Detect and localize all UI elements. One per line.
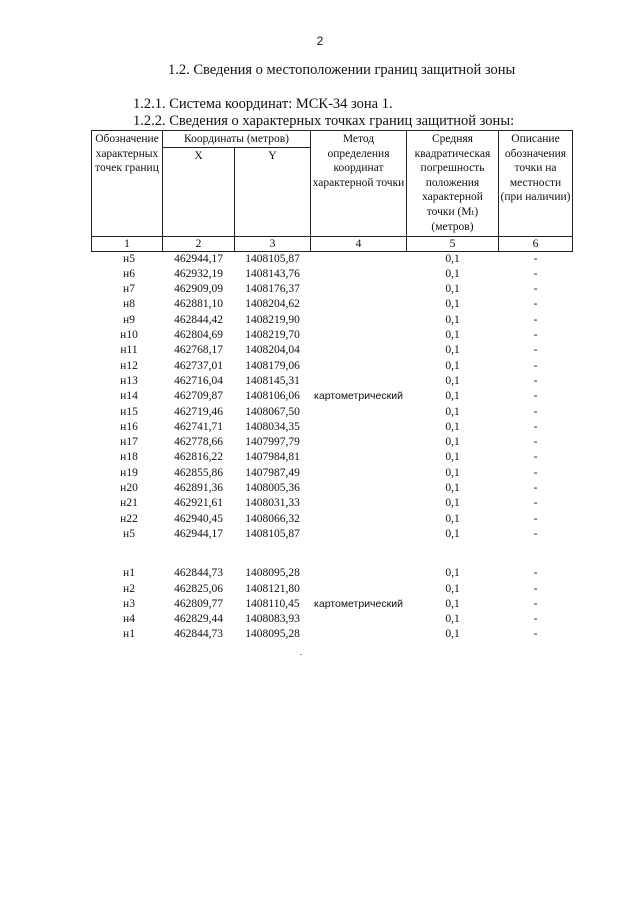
error-cell: 0,1 <box>445 613 460 626</box>
x-coordinate-cell: 462891,36 <box>174 482 223 495</box>
coordinate-system-line: 1.2.1. Система координат: МСК-34 зона 1. <box>133 96 393 112</box>
group-spacer <box>92 542 573 566</box>
y-coordinate-cell: 1408176,37 <box>245 283 300 296</box>
table-row <box>92 450 573 465</box>
table-row <box>92 389 573 404</box>
method-cell <box>311 251 407 267</box>
method-cell <box>311 359 407 374</box>
error-cell: 0,1 <box>445 436 460 449</box>
error-cell: 0,1 <box>445 298 460 311</box>
x-coordinate-cell: 462737,01 <box>174 359 223 372</box>
description-cell: - <box>533 252 538 265</box>
table-row <box>92 481 573 496</box>
y-coordinate-cell: 1408106,06 <box>245 390 300 403</box>
x-coordinate-cell: 462855,86 <box>174 466 223 479</box>
y-coordinate-cell: 1408121,80 <box>245 582 300 595</box>
header-y: Y <box>235 147 311 236</box>
point-id-cell: н11 <box>120 344 138 357</box>
x-coordinate-cell: 462768,17 <box>174 344 223 357</box>
method-cell: картометрический <box>314 390 403 403</box>
error-cell: 0,1 <box>445 527 460 540</box>
point-id-cell: н22 <box>120 512 138 525</box>
method-cell <box>311 405 407 420</box>
point-id-cell: н19 <box>120 466 138 479</box>
table-row <box>92 313 573 328</box>
description-cell: - <box>533 436 538 449</box>
error-cell: 0,1 <box>445 597 460 610</box>
x-coordinate-cell: 462709,87 <box>174 390 223 403</box>
error-cell: 0,1 <box>445 390 460 403</box>
description-cell: - <box>533 390 538 403</box>
table-row <box>92 597 573 612</box>
error-cell: 0,1 <box>445 420 460 433</box>
x-coordinate-cell: 462844,42 <box>174 313 223 326</box>
error-cell: 0,1 <box>445 374 460 387</box>
table-row <box>92 420 573 435</box>
y-coordinate-cell: 1408034,35 <box>245 420 300 433</box>
x-coordinate-cell: 462809,77 <box>174 597 223 610</box>
description-cell: - <box>533 267 538 280</box>
point-id-cell: н9 <box>123 313 135 326</box>
method-cell <box>311 435 407 450</box>
error-cell: 0,1 <box>445 512 460 525</box>
column-number: 4 <box>311 236 407 251</box>
y-coordinate-cell: 1408219,90 <box>245 313 300 326</box>
table-row <box>92 527 573 542</box>
error-cell: 0,1 <box>445 482 460 495</box>
method-cell <box>311 582 407 597</box>
y-coordinate-cell: 1408095,28 <box>245 628 300 641</box>
point-id-cell: н3 <box>123 597 135 610</box>
method-cell <box>311 481 407 496</box>
point-id-cell: н2 <box>123 582 135 595</box>
description-cell: - <box>533 374 538 387</box>
y-coordinate-cell: 1408105,87 <box>245 252 300 265</box>
column-numbers-row <box>92 236 573 251</box>
point-id-cell: н12 <box>120 359 138 372</box>
method-cell <box>311 450 407 465</box>
header-method: Метод определения координат характерной точки <box>311 131 407 237</box>
description-cell: - <box>533 344 538 357</box>
coordinates-table <box>91 130 573 643</box>
table-row <box>92 328 573 343</box>
error-cell: 0,1 <box>445 252 460 265</box>
x-coordinate-cell: 462778,66 <box>174 436 223 449</box>
table-row <box>92 627 573 642</box>
point-id-cell: н5 <box>123 252 135 265</box>
error-cell: 0,1 <box>445 283 460 296</box>
description-cell: - <box>533 420 538 433</box>
method-cell <box>311 420 407 435</box>
description-cell: - <box>533 628 538 641</box>
table-row <box>92 466 573 481</box>
method-cell <box>311 512 407 527</box>
x-coordinate-cell: 462932,19 <box>174 267 223 280</box>
error-cell: 0,1 <box>445 567 460 580</box>
table-row <box>92 496 573 511</box>
table-row <box>92 582 573 597</box>
point-id-cell: н5 <box>123 527 135 540</box>
error-cell: 0,1 <box>445 344 460 357</box>
x-coordinate-cell: 462829,44 <box>174 613 223 626</box>
scan-speck <box>300 654 302 655</box>
x-coordinate-cell: 462921,61 <box>174 497 223 510</box>
y-coordinate-cell: 1408143,76 <box>245 267 300 280</box>
error-cell: 0,1 <box>445 267 460 280</box>
column-number: 5 <box>407 236 499 251</box>
description-cell: - <box>533 283 538 296</box>
description-cell: - <box>533 527 538 540</box>
description-cell: - <box>533 329 538 342</box>
x-coordinate-cell: 462940,45 <box>174 512 223 525</box>
y-coordinate-cell: 1408179,06 <box>245 359 300 372</box>
point-id-cell: н6 <box>123 267 135 280</box>
point-id-cell: н7 <box>123 283 135 296</box>
y-coordinate-cell: 1408005,36 <box>245 482 300 495</box>
error-cell: 0,1 <box>445 628 460 641</box>
description-cell: - <box>533 313 538 326</box>
point-id-cell: н20 <box>120 482 138 495</box>
point-id-cell: н13 <box>120 374 138 387</box>
y-coordinate-cell: 1408105,87 <box>245 527 300 540</box>
description-cell: - <box>533 582 538 595</box>
x-coordinate-cell: 462881,10 <box>174 298 223 311</box>
point-id-cell: н8 <box>123 298 135 311</box>
point-id-cell: н17 <box>120 436 138 449</box>
section-heading: 1.2. Сведения о местоположении границ защитной зоны <box>168 62 516 78</box>
table-row <box>92 612 573 627</box>
error-cell: 0,1 <box>445 313 460 326</box>
y-coordinate-cell: 1408066,32 <box>245 512 300 525</box>
error-cell: 0,1 <box>445 497 460 510</box>
method-cell <box>311 282 407 297</box>
description-cell: - <box>533 597 538 610</box>
x-coordinate-cell: 462844,73 <box>174 628 223 641</box>
error-cell: 0,1 <box>445 359 460 372</box>
table-row <box>92 267 573 282</box>
error-cell: 0,1 <box>445 582 460 595</box>
x-coordinate-cell: 462816,22 <box>174 451 223 464</box>
page-number: 2 <box>316 34 324 48</box>
description-cell: - <box>533 512 538 525</box>
x-coordinate-cell: 462825,06 <box>174 582 223 595</box>
error-cell: 0,1 <box>445 466 460 479</box>
point-id-cell: н10 <box>120 329 138 342</box>
column-number: 2 <box>163 236 235 251</box>
method-cell <box>311 313 407 328</box>
point-id-cell: н1 <box>123 628 135 641</box>
table-row <box>92 374 573 389</box>
description-cell: - <box>533 451 538 464</box>
x-coordinate-cell: 462844,73 <box>174 567 223 580</box>
point-id-cell: н15 <box>120 405 138 418</box>
points-info-line: 1.2.2. Сведения о характерных точках границ защитной зоны: <box>133 113 515 129</box>
table-row <box>92 405 573 420</box>
point-id-cell: н1 <box>123 567 135 580</box>
y-coordinate-cell: 1408204,04 <box>245 344 300 357</box>
x-coordinate-cell: 462944,17 <box>174 527 223 540</box>
table-row <box>92 359 573 374</box>
column-number: 6 <box>499 236 573 251</box>
method-cell <box>311 343 407 358</box>
y-coordinate-cell: 1408031,33 <box>245 497 300 510</box>
y-coordinate-cell: 1408110,45 <box>245 597 300 610</box>
y-coordinate-cell: 1408083,93 <box>245 613 300 626</box>
table-row <box>92 282 573 297</box>
table-row <box>92 435 573 450</box>
method-cell <box>311 267 407 282</box>
x-coordinate-cell: 462716,04 <box>174 374 223 387</box>
description-cell: - <box>533 359 538 372</box>
method-cell <box>311 612 407 627</box>
description-cell: - <box>533 497 538 510</box>
error-cell: 0,1 <box>445 405 460 418</box>
point-id-cell: н14 <box>120 390 138 403</box>
table-row <box>92 566 573 581</box>
description-cell: - <box>533 298 538 311</box>
table-row <box>92 297 573 312</box>
y-coordinate-cell: 1408204,62 <box>245 298 300 311</box>
x-coordinate-cell: 462909,09 <box>174 283 223 296</box>
x-coordinate-cell: 462944,17 <box>174 252 223 265</box>
y-coordinate-cell: 1407997,79 <box>245 436 300 449</box>
y-coordinate-cell: 1408095,28 <box>245 567 300 580</box>
point-id-cell: н16 <box>120 420 138 433</box>
description-cell: - <box>533 482 538 495</box>
description-cell: - <box>533 405 538 418</box>
header-error: Средняя квадратическая погрешность положения характерной точки (Mₜ) (метров) <box>407 131 499 237</box>
header-point-designation: Обозначение характерных точек границ <box>92 131 163 237</box>
description-cell: - <box>533 567 538 580</box>
table-row <box>92 343 573 358</box>
y-coordinate-cell: 1407984,81 <box>245 451 300 464</box>
table-row <box>92 512 573 527</box>
x-coordinate-cell: 462741,71 <box>174 420 223 433</box>
y-coordinate-cell: 1407987,49 <box>245 466 300 479</box>
column-number: 1 <box>92 236 163 251</box>
method-cell <box>311 627 407 642</box>
table-row <box>92 251 573 267</box>
y-coordinate-cell: 1408219,70 <box>245 329 300 342</box>
header-x: X <box>163 147 235 236</box>
point-id-cell: н21 <box>120 497 138 510</box>
method-cell <box>311 466 407 481</box>
error-cell: 0,1 <box>445 329 460 342</box>
y-coordinate-cell: 1408067,50 <box>245 405 300 418</box>
header-coordinates-group: Координаты (метров) <box>163 131 311 148</box>
x-coordinate-cell: 462719,46 <box>174 405 223 418</box>
method-cell: картометрический <box>314 597 403 610</box>
method-cell <box>311 496 407 511</box>
method-cell <box>311 328 407 343</box>
column-number: 3 <box>235 236 311 251</box>
method-cell <box>311 297 407 312</box>
error-cell: 0,1 <box>445 451 460 464</box>
x-coordinate-cell: 462804,69 <box>174 329 223 342</box>
method-cell <box>311 374 407 389</box>
point-id-cell: н4 <box>123 613 135 626</box>
point-id-cell: н18 <box>120 451 138 464</box>
method-cell <box>311 566 407 581</box>
header-description: Описание обозначения точки на местности (при наличии) <box>499 131 573 237</box>
description-cell: - <box>533 466 538 479</box>
method-cell <box>311 527 407 542</box>
y-coordinate-cell: 1408145,31 <box>245 374 300 387</box>
description-cell: - <box>533 613 538 626</box>
